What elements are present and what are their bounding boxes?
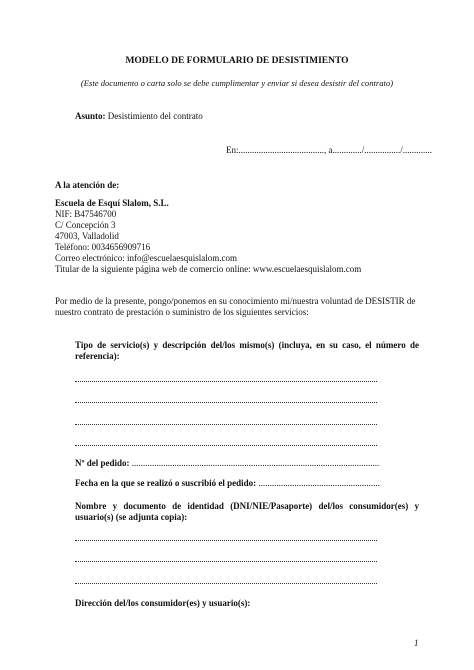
attention-heading: A la atención de: bbox=[55, 180, 120, 190]
document-subtitle: (Este documento o carta solo se debe cumplimentar y enviar si desea desistir del contrato) bbox=[80, 78, 394, 88]
page-number: 1 bbox=[414, 638, 419, 648]
place-date-field: En:......................................, a............./................/............. bbox=[226, 145, 432, 155]
address-label: Dirección del/los consumidor(es) y usuario(s): bbox=[75, 598, 251, 608]
subject-value: Desistimiento del contrato bbox=[107, 111, 203, 121]
order-number-label: Nº del pedido: bbox=[75, 458, 130, 468]
order-date-dots: ...................................................... bbox=[258, 478, 380, 488]
subject-label: Asunto: bbox=[75, 111, 106, 121]
company-website: Titular de la siguiente página web de comercio online: www.escuelaesquislalom.com bbox=[55, 264, 362, 274]
document-title: MODELO DE FORMULARIO DE DESISTIMIENTO bbox=[125, 56, 349, 66]
order-date-field[interactable] bbox=[75, 478, 380, 489]
company-email: Correo electrónico: info@escuelaesquislalom.com bbox=[55, 253, 237, 263]
id-fill-line-2[interactable] bbox=[75, 561, 377, 562]
services-fill-line-4[interactable] bbox=[75, 445, 377, 446]
id-fill-line-3[interactable] bbox=[75, 583, 377, 584]
services-line-2: referencia): bbox=[75, 351, 120, 361]
company-phone: Teléfono: 0034656909716 bbox=[55, 242, 151, 252]
id-fill-line-1[interactable] bbox=[75, 540, 377, 541]
intro-line-2: nuestro contrato de prestación o suministro de los siguientes servicios: bbox=[55, 307, 309, 317]
services-fill-line-3[interactable] bbox=[75, 424, 377, 425]
order-number-field[interactable] bbox=[75, 458, 379, 469]
intro-line-1: Por medio de la presente, pongo/ponemos en su conocimiento mi/nuestra voluntad de DESISTIR de bbox=[55, 296, 416, 306]
company-name: Escuela de Esquí Slalom, S.L. bbox=[55, 198, 169, 208]
services-line-1: Tipo de servicio(s) y descripción del/los mismo(s) (incluya, en su caso, el número de bbox=[75, 340, 419, 350]
id-line-1: Nombre y documento de identidad (DNI/NIE/Pasaporte) del/los consumidor(es) y bbox=[75, 501, 419, 511]
services-fill-line-1[interactable] bbox=[75, 381, 377, 382]
company-nif: NIF: B47546700 bbox=[55, 209, 117, 219]
order-number-dots: .............................................................................................................. bbox=[131, 458, 380, 468]
order-date-label: Fecha en la que se realizó o suscribió el pedido: bbox=[75, 478, 257, 488]
company-street: C/ Concepción 3 bbox=[55, 220, 116, 230]
services-fill-line-2[interactable] bbox=[75, 402, 377, 403]
id-line-2: usuario(s) (se adjunta copia): bbox=[75, 512, 188, 522]
company-city: 47003, Valladolid bbox=[55, 231, 119, 241]
subject-line bbox=[75, 111, 203, 122]
